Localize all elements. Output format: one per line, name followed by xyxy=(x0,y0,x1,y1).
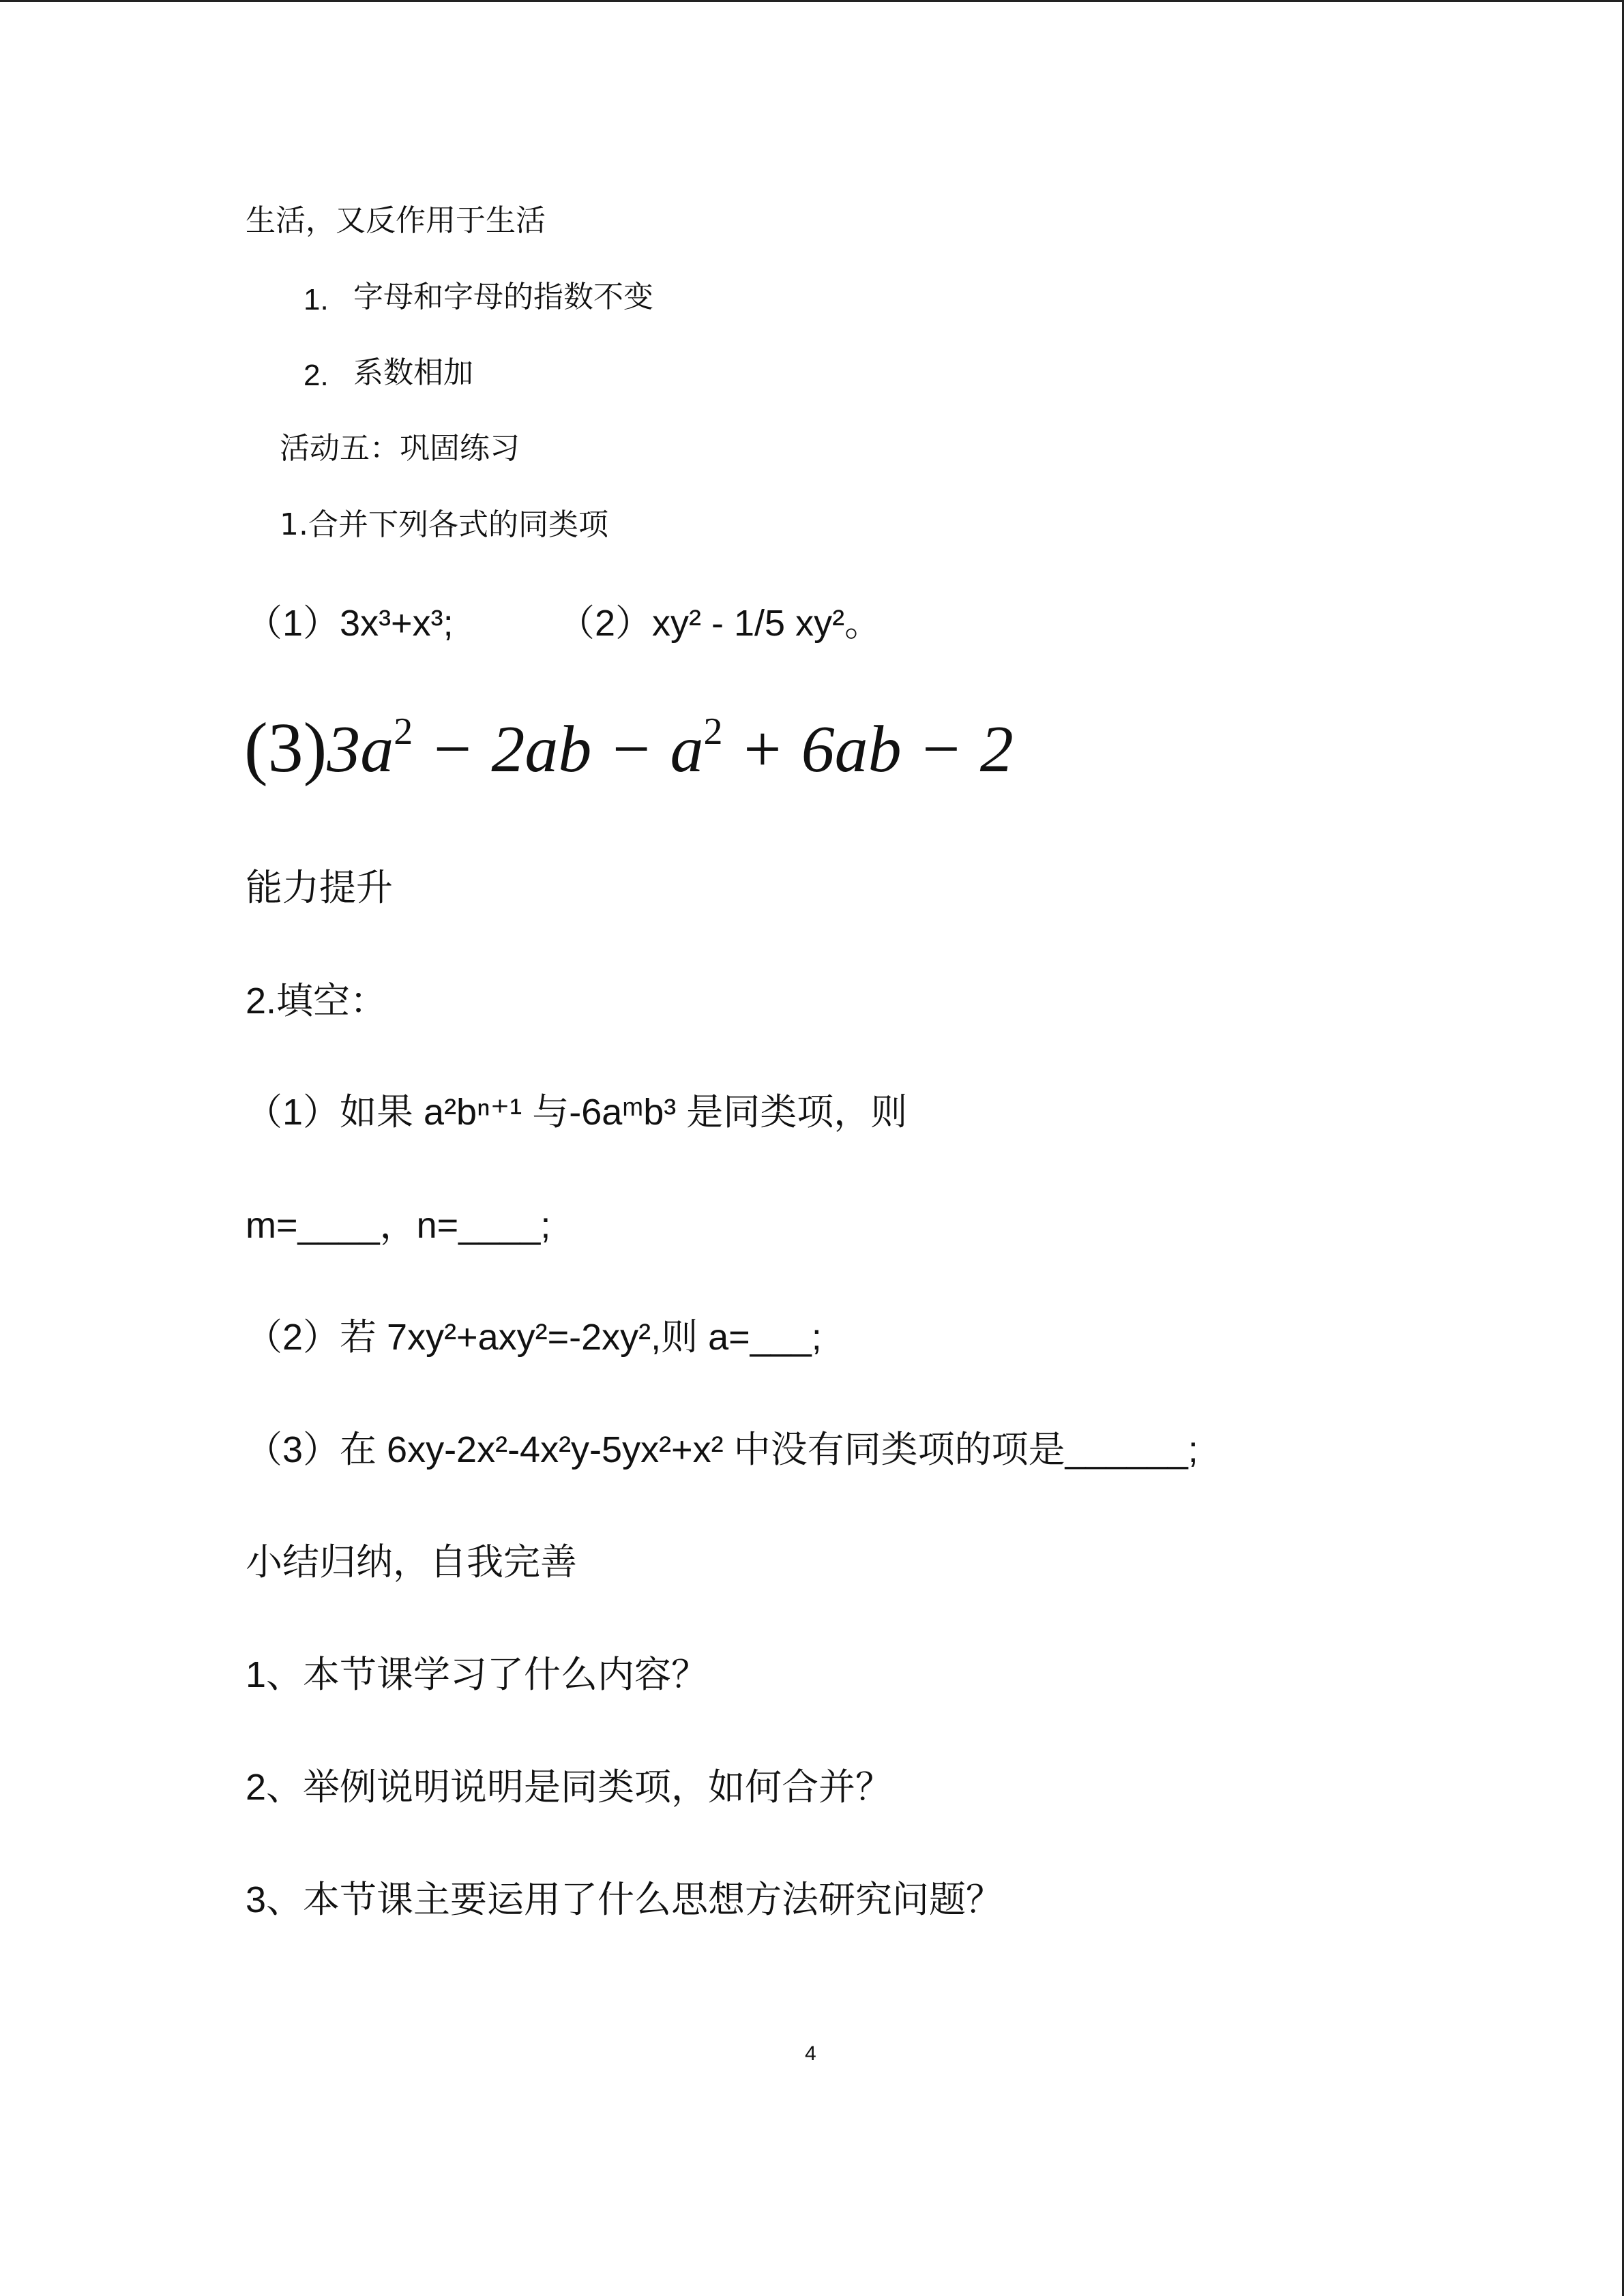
fill-item-2: （2）若 7xy²+axy²=-2xy²,则 a=___; xyxy=(246,1317,822,1358)
formula-term-3: + 6ab − 2 xyxy=(722,713,1014,786)
summary-question-3: 3、本节课主要运用了什么思想方法研究问题？ xyxy=(246,1879,1003,1920)
list-number-1: 1. xyxy=(304,283,329,316)
summary-question-1: 1、本节课学习了什么内容？ xyxy=(246,1654,709,1695)
exercise-1-part-1-label: （1） xyxy=(246,603,340,644)
exercise-1-heading: 1.合并下列各式的同类项 xyxy=(280,507,608,542)
fill-item-1b: m=____，n=____; xyxy=(246,1205,551,1246)
list-item-2: 系数相加 xyxy=(353,355,473,390)
fill-blank-heading: 2.填空： xyxy=(246,981,387,1022)
formula-exponent-1: 2 xyxy=(394,711,413,754)
summary-question-2: 2、举例说明说明是同类项，如何合并？ xyxy=(246,1767,893,1808)
summary-heading: 小结归纳，自我完善 xyxy=(246,1540,577,1583)
list-item-1: 字母和字母的指数不变 xyxy=(353,280,653,314)
fill-item-3: （3）在 6xy-2x²-4x²y-5yx²+x² 中没有同类项的项是______; xyxy=(246,1429,1198,1470)
formula-label: (3) xyxy=(244,709,327,787)
exercise-1-part-2-label: （2） xyxy=(558,603,653,644)
list-number-2: 2. xyxy=(304,359,329,392)
exercise-1-part-3-formula xyxy=(244,709,1014,787)
page-number: 4 xyxy=(805,2042,816,2065)
formula-term-1: 3a xyxy=(327,713,394,786)
fill-item-1a: （1）如果 a²bⁿ⁺¹ 与-6aᵐb³ 是同类项，则 xyxy=(246,1092,908,1133)
activity-five-heading: 活动五：巩固练习 xyxy=(280,431,520,466)
exercise-1-part-1-expression: 3x³+x³; xyxy=(340,603,454,644)
page-border-top xyxy=(0,0,1624,2)
exercise-1-part-2-expression: xy² - 1/5 xy²。 xyxy=(652,603,882,644)
formula-exponent-2: 2 xyxy=(703,711,723,754)
ability-heading: 能力提升 xyxy=(246,866,393,909)
exercise-1-part-2 xyxy=(558,605,881,642)
formula-term-2: − 2ab − a xyxy=(413,713,704,786)
text-line-life: 生活，又反作用于生活 xyxy=(246,203,546,238)
exercise-1-part-1 xyxy=(246,605,454,642)
